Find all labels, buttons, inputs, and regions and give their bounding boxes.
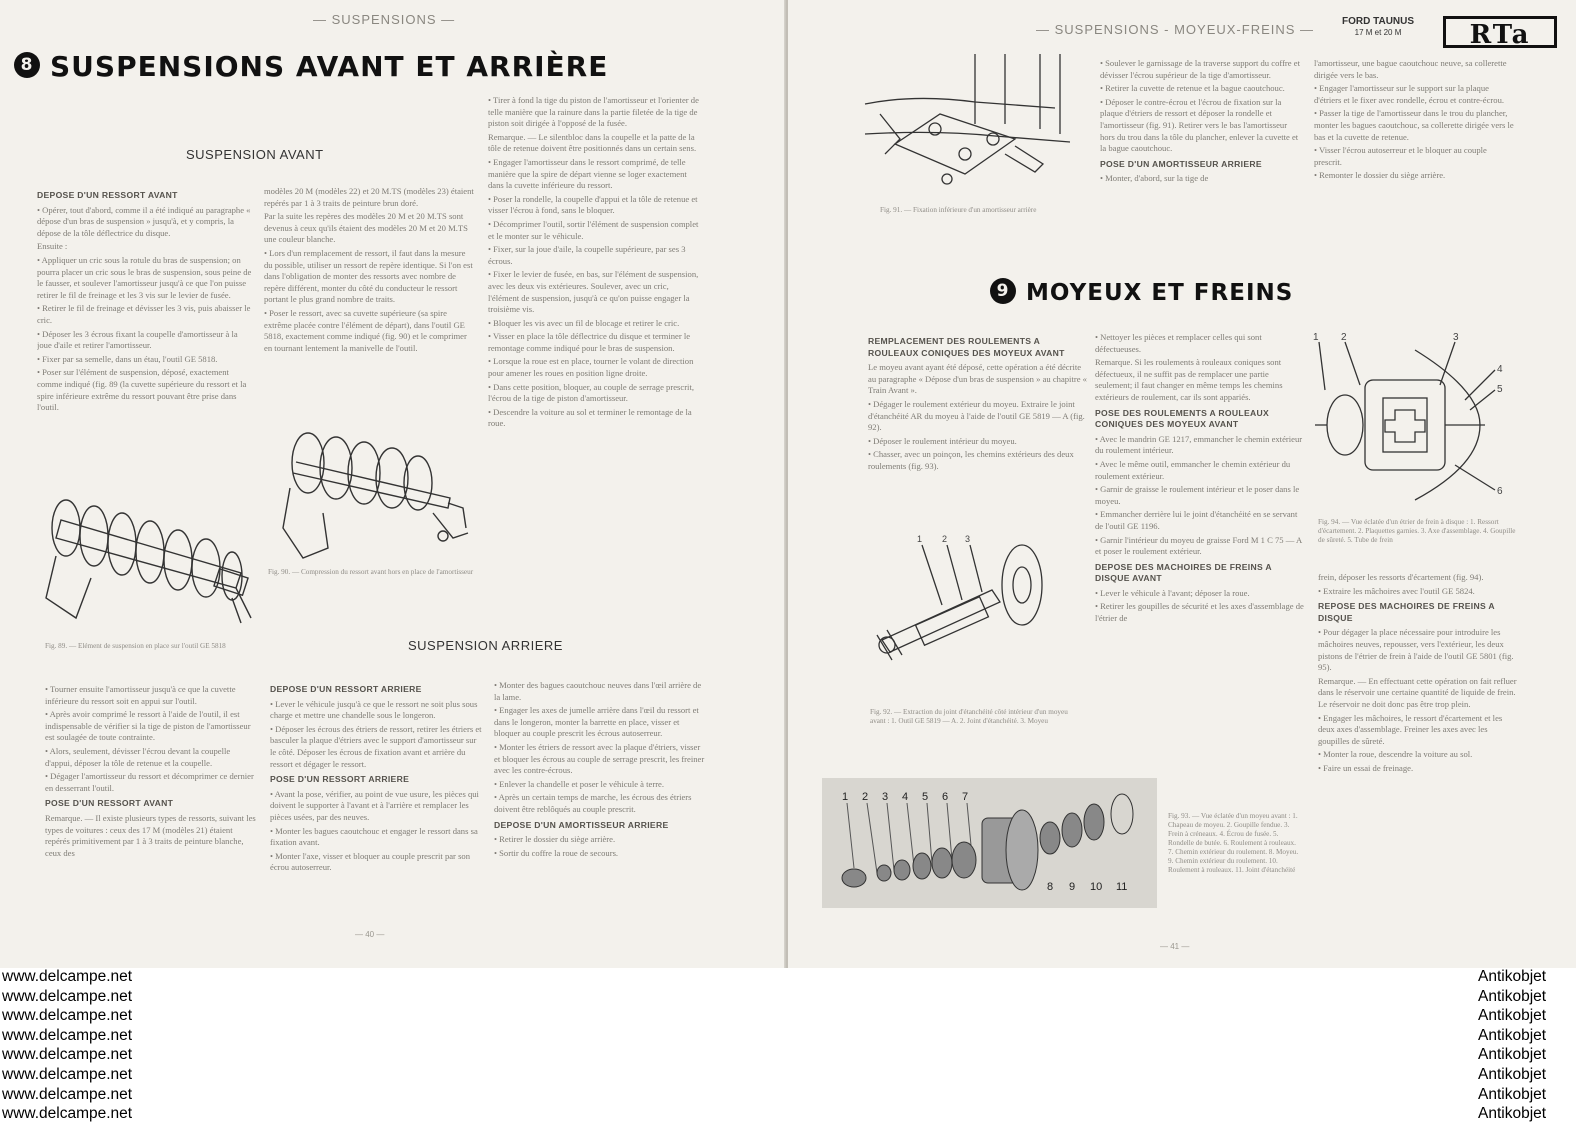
page-folio: — 41 — xyxy=(1160,942,1190,951)
fig94-label: 4 xyxy=(1497,364,1503,375)
paragraph: • Retirer la cuvette de retenue et la bague caoutchouc. xyxy=(1100,83,1285,94)
brand-block xyxy=(1342,16,1414,38)
watermark-text: Antikobjet xyxy=(1478,1026,1547,1044)
paragraph: • Dans cette position, bloquer, au couple de serrage prescrit, l'écrou de la tige de piston d'amortisseur. xyxy=(488,381,694,404)
fig94-label: 6 xyxy=(1497,486,1503,497)
watermark-text: www.delcampe.net xyxy=(2,1066,133,1083)
paragraph-heading: POSE D'UN RESSORT AVANT xyxy=(45,798,174,809)
paragraph: • Nettoyer les pièces et remplacer celles qui sont défectueuses. xyxy=(1095,332,1262,354)
paragraph: • Décomprimer l'outil, sortir l'élément de suspension complet et le monter sur le véhicule. xyxy=(488,218,699,241)
watermark-text: www.delcampe.net xyxy=(2,1007,133,1025)
paragraph: Remarque. — Le silentbloc dans la coupelle et la patte de la tôle de retenue doivent être positionnés dans un certain sens. xyxy=(488,131,697,154)
paragraph: • Engager l'amortisseur dans le ressort comprimé, de telle manière que la spire de départ vienne se loger exactement dans la cuvette inférieure du ressort. xyxy=(488,156,687,191)
running-head: — SUSPENSIONS — xyxy=(313,12,456,27)
watermark-text: www.delcampe.net xyxy=(2,968,133,985)
paragraph: • Chasser, avec un poinçon, les chemins extérieurs des deux roulements (fig. 93). xyxy=(868,449,1074,471)
section-title-text: MOYEUX ET FREINS xyxy=(1026,280,1294,306)
paragraph: • Monter les bagues caoutchouc et engager le ressort dans sa fixation avant. xyxy=(270,825,478,848)
paragraph: Par la suite les repères des modèles 20 M et 20 M.TS sont devenus à ceux qu'ils étaient des modèles 20 M et 20 M.TS une couleur blanche. xyxy=(264,211,468,245)
paragraph: Remarque. — En effectuant cette opération on fait refluer dans le réservoir une certaine quantité de liquide de frein. Le réservoir ne doit donc pas être trop plein. xyxy=(1318,675,1517,709)
fig92-label: 3 xyxy=(965,534,971,544)
paragraph: • Pour dégager la place nécessaire pour introduire les mâchoires neuves, repousser, vers l'extérieur, les deux pistons de l'étrier de frein à l'aide de l'outil GE 5801 (fig. 95). xyxy=(1318,627,1514,673)
figure-94-brake-caliper xyxy=(1305,330,1525,510)
paragraph: Le moyeu avant ayant été déposé, cette opération a été décrite au paragraphe « Dépose d'un bras de suspension » au chapitre « Train Avant ». xyxy=(868,362,1087,396)
figure-caption: Fig. 93. — Vue éclatée d'un moyeu avant : 1. Chapeau de moyeu. 2. Goupille fendue. 3. Frein à créneaux. 4. Écrou de fusée. 5. Rondelle de butée. 6. Roulement à rouleaux. 7. Chemin extérieur du roulement. 8. Moyeu. 9. Chemin extérieur du roulement. 10. Roulement à rouleaux. 11. Joint d'étanchéité xyxy=(1168,812,1299,874)
paragraph: • Enlever la chandelle et poser le véhicule à terre. xyxy=(494,778,665,789)
paragraph: • Lors d'un remplacement de ressort, il faut dans la mesure du possible, utiliser un ressort de repère identique. Si l'on est dans l'obligation de monter des ressorts avec nombre de repère différent, monter du côté du conducteur le ressort portant le plus grand nombre de traits. xyxy=(264,247,473,305)
figure-90-spring-compressor xyxy=(268,418,478,568)
paragraph: • Lever le véhicule jusqu'à ce que le ressort ne soit plus sous charge et mettre une chandelle sous le longeron. xyxy=(270,698,478,721)
fig93-label: 10 xyxy=(1090,881,1103,893)
paragraph: • Descendre la voiture au sol et terminer le remontage de la roue. xyxy=(488,406,692,429)
paragraph-heading: DEPOSE D'UN AMORTISSEUR ARRIERE xyxy=(494,819,669,830)
fig94-label: 2 xyxy=(1341,332,1347,343)
paragraph: • Déposer les 3 écrous fixant la coupelle d'amortisseur à la joue d'aile et retirer l'amortisseur. xyxy=(37,328,238,351)
paragraph: • Avec le même outil, emmancher le chemin extérieur du roulement extérieur. xyxy=(1095,458,1291,481)
paragraph-heading: POSE DES ROULEMENTS A ROULEAUX CONIQUES DES MOYEUX AVANT xyxy=(1095,407,1270,430)
text-column xyxy=(494,680,706,920)
brand-subline: 17 M et 20 M xyxy=(1354,28,1402,37)
paragraph: • Fixer, sur la joue d'aile, la coupelle supérieure, par ses 3 écrous. xyxy=(488,244,686,266)
text-column xyxy=(488,95,700,585)
paragraph: • Avant la pose, vérifier, au point de vue usure, les pièces qui doivent le supporter à l'avant et à l'arrière et remplacer les pièces usées, par des neuves. xyxy=(270,788,479,822)
text-column xyxy=(264,186,476,408)
section-title xyxy=(990,280,1293,307)
watermark-text: Antikobjet xyxy=(1478,987,1547,1005)
paragraph: modèles 20 M (modèles 22) et 20 M.TS (modèles 23) étaient repérés par 1 à 3 traits de peinture brun doré. xyxy=(264,186,474,208)
paragraph: frein, déposer les ressorts d'écartement (fig. 94). xyxy=(1318,572,1484,582)
paragraph: • Engager l'amortisseur sur le support sur la plaque d'étriers et le fixer avec rondelle, écrou et contre-écrou. xyxy=(1314,83,1505,105)
paragraph: • Appliquer un cric sous la rotule du bras de suspension; on pourra placer un cric sous le bras de suspension, sous peine de le fausser, et soulever l'amortisseur jusqu'à ce que l'on puisse retirer le fil de freinage et les 3 vis sur le levier de fusée. xyxy=(37,254,252,300)
figure-caption: Fig. 90. — Compression du ressort avant hors en place de l'amortisseur xyxy=(268,568,474,576)
section-title-text: SUSPENSIONS AVANT ET ARRIÈRE xyxy=(50,50,609,83)
figure-93-hub-exploded-photo xyxy=(822,778,1157,908)
paragraph: • Engager les axes de jumelle arrière dans l'œil du ressort et dans le longeron, monter la barrette en place, visser et bloquer au couple prescrit les écrous autoserreur. xyxy=(494,705,699,739)
paragraph: • Monter des bagues caoutchouc neuves dans l'œil arrière de la lame. xyxy=(494,680,702,702)
fig92-label: 2 xyxy=(942,534,948,544)
paragraph: • Poser le ressort, avec sa cuvette supérieure (sa spire extrême placée contre l'élément de départ), dans l'outil GE 5818, exactement comme indiqué (fig. 90) et le comprimer en tournant lentement la manivelle de l'outil. xyxy=(264,307,467,353)
paragraph: • Après avoir comprimé le ressort à l'aide de l'outil, il est indispensable de vérifier si la tige de piston de l'amortisseur est soulagée de toute contrainte. xyxy=(45,709,251,743)
paragraph: • Extraire les mâchoires avec l'outil GE 5824. xyxy=(1318,585,1475,596)
paragraph: • Passer la tige de l'amortisseur dans le trou du plancher, monter les bagues caoutchouc, sa collerette dirigée vers le bas et la cuvette de retenue. xyxy=(1314,108,1514,142)
paragraph: • Emmancher derrière lui le joint d'étanchéité en se servant de l'outil GE 1196. xyxy=(1095,509,1298,531)
paragraph: • Poser sur l'élément de suspension, déposé, exactement comme indiqué (fig. 89 (la cuvette supérieure du ressort et la spire inférieure extrême du ressort pouvant être prise dans l'outil. xyxy=(37,367,247,413)
section-number: 9 xyxy=(990,278,1016,304)
paragraph: Ensuite : xyxy=(37,241,68,252)
paragraph: • Garnir de graisse le roulement intérieur et le poser dans le moyeu. xyxy=(1095,484,1300,506)
left-page xyxy=(0,0,786,968)
running-head: — SUSPENSIONS - MOYEUX-FREINS — xyxy=(1036,22,1315,37)
paragraph: • Lorsque la roue est en place, tourner le volant de direction pour amener les roues en position ligne droite. xyxy=(488,356,694,379)
paragraph: • Visser en place la tôle déflectrice du disque et terminer le remontage comme indiqué pour le bras de suspension. xyxy=(488,331,691,353)
watermark-text: Antikobjet xyxy=(1478,1007,1547,1025)
page-folio: — 40 — xyxy=(355,930,385,939)
watermark-text: Antikobjet xyxy=(1478,1105,1547,1123)
section-title xyxy=(14,50,608,83)
paragraph-heading: REPOSE DES MACHOIRES DE FREINS A DISQUE xyxy=(1318,601,1495,623)
paragraph: Remarque. — Il existe plusieurs types de ressorts, suivant les types de voitures : ceux des 17 M (modèles 21) étaient repérés primitivement par 1 à 3 traits de peinture blanche, ceux des xyxy=(45,812,256,858)
paragraph: • Engager les mâchoires, le ressort d'écartement et les deux axes d'assemblage. Freiner les axes avec les goupilles de sûreté. xyxy=(1318,712,1503,746)
paragraph-heading: DEPOSE DES MACHOIRES DE FREINS A DISQUE AVANT xyxy=(1095,561,1272,584)
paragraph-heading: POSE D'UN AMORTISSEUR ARRIERE xyxy=(1100,158,1262,169)
paragraph: • Faire un essai de freinage. xyxy=(1318,762,1414,773)
paragraph: • Déposer les écrous des étriers de ressort, retirer les étriers et basculer la plaque d'étriers avec le support d'amortisseur sur le côté. Déposer les écrous de fixation avant et arrière du ressort et dégager le ressort. xyxy=(270,723,482,769)
paragraph: • Fixer le levier de fusée, en bas, sur l'élément de suspension, avec les deux vis extérieures. Soulever, avec un cric, l'élément de suspension, jusqu'à ce qu'on puisse engager la troisième vis. xyxy=(488,269,699,315)
paragraph: • Monter la roue, descendre la voiture au sol. xyxy=(1318,749,1473,760)
fig93-label: 3 xyxy=(882,791,889,803)
paragraph: • Dégager l'amortisseur du ressort et décomprimer ce dernier en desserrant l'outil. xyxy=(45,771,254,793)
watermark-text: Antikobjet xyxy=(1478,968,1547,985)
paragraph: • Fixer par sa semelle, dans un étau, l'outil GE 5818. xyxy=(37,353,218,364)
rta-logo: RTa xyxy=(1443,16,1557,48)
watermark-text: www.delcampe.net xyxy=(2,1026,133,1044)
figure-92-seal-extraction xyxy=(862,530,1052,680)
paragraph: • Retirer le fil de freinage et dévisser les 3 vis, puis abaisser le cric. xyxy=(37,303,251,325)
paragraph: • Retirer le dossier du siège arrière. xyxy=(494,834,616,845)
text-column xyxy=(270,680,482,920)
figure-caption: Fig. 94. — Vue éclatée d'un étrier de frein à disque : 1. Ressort d'écartement. 2. Plaquettes garnies. 3. Axe d'assemblage. 4. Goupille de sûreté. 5. Tube de frein xyxy=(1318,518,1516,544)
fig94-label: 5 xyxy=(1497,384,1503,395)
paragraph: • Monter les étriers de ressort avec la plaque d'étriers, visser et bloquer les écrous au couple de serrage prescrit, les freiner avec les contre-écrous. xyxy=(494,741,705,776)
fig93-label: 6 xyxy=(942,791,949,803)
watermark-text: Antikobjet xyxy=(1478,1066,1547,1083)
text-column xyxy=(1095,332,1305,754)
fig93-label: 8 xyxy=(1047,881,1054,893)
paragraph: • Tirer à fond la tige du piston de l'amortisseur et l'orienter de telle manière que la rainure dans la partie filetée de la tige de piston soit dirigée à l'opposé de la fusée. xyxy=(488,95,699,129)
paragraph-heading: DEPOSE D'UN RESSORT AVANT xyxy=(37,190,178,200)
paragraph: • Visser l'écrou autoserreur et le bloquer au couple prescrit. xyxy=(1314,145,1487,167)
paragraph: • Monter, d'abord, sur la tige de xyxy=(1100,173,1209,184)
paragraph: • Monter l'axe, visser et bloquer au couple prescrit par son écrou autoserreur. xyxy=(270,850,471,873)
paragraph: • Poser la rondelle, la coupelle d'appui et la tôle de retenue et visser l'écrou à fond, sans le bloquer. xyxy=(488,193,698,216)
paragraph: • Tourner ensuite l'amortisseur jusqu'à ce que la cuvette inférieure du ressort soit en appui sur l'outil. xyxy=(45,684,236,706)
paragraph: • Remonter le dossier du siège arrière. xyxy=(1314,170,1446,181)
figure-caption: Fig. 91. — Fixation inférieure d'un amortisseur arrière xyxy=(880,206,1037,214)
subsection-title-rear: SUSPENSION ARRIERE xyxy=(408,638,563,653)
paragraph-heading: REMPLACEMENT DES ROULEMENTS A ROULEAUX CONIQUES DES MOYEUX AVANT xyxy=(868,336,1065,358)
text-column xyxy=(1100,58,1300,228)
figure-caption: Fig. 89. — Elément de suspension en place sur l'outil GE 5818 xyxy=(45,642,226,650)
paragraph: • Lever le véhicule à l'avant; déposer la roue. xyxy=(1095,587,1250,598)
figure-caption: Fig. 92. — Extraction du joint d'étanchéité côté intérieur d'un moyeu avant : 1. Outil GE 5819 — A. 2. Joint d'étanchéité. 3. Moyeu xyxy=(870,708,1068,725)
watermark-text: www.delcampe.net xyxy=(2,1046,133,1064)
watermark-text: www.delcampe.net xyxy=(2,1085,133,1103)
watermark-text: www.delcampe.net xyxy=(2,987,133,1005)
paragraph: • Bloquer les vis avec un fil de blocage et retirer le cric. xyxy=(488,317,680,328)
paragraph-heading: DEPOSE D'UN RESSORT ARRIERE xyxy=(270,684,422,694)
paragraph: • Soulever le garnissage de la traverse support du coffre et dévisser l'écrou supérieur de la tige d'amortisseur. xyxy=(1100,58,1300,80)
paragraph: • Avec le mandrin GE 1217, emmancher le chemin extérieur du roulement intérieur. xyxy=(1095,433,1303,456)
paragraph-heading: POSE D'UN RESSORT ARRIERE xyxy=(270,774,410,785)
subsection-title-front: SUSPENSION AVANT xyxy=(186,147,324,162)
fig92-label: 1 xyxy=(917,534,923,544)
fig93-label: 5 xyxy=(922,791,929,803)
fig93-label: 4 xyxy=(902,791,909,803)
paragraph: • Alors, seulement, dévisser l'écrou devant la coupelle d'appui, déposer la tôle de retenue et la coupelle. xyxy=(45,745,231,768)
paragraph: • Garnir l'intérieur du moyeu de graisse Ford M 1 C 75 — A et poser le roulement extérieur. xyxy=(1095,534,1302,557)
paragraph: • Déposer le contre-écrou et l'écrou de fixation sur la plaque d'étriers de ressort et déposer la rondelle et l'amortisseur (fig. 91). Retirer vers le bas l'amortisseur hors du trou dans la tôle du plancher, enlever la cuvette et la bague caoutchouc. xyxy=(1100,96,1299,154)
paragraph: • Retirer les goupilles de sécurité et les axes d'assemblage de l'étrier de xyxy=(1095,601,1304,624)
text-column xyxy=(1318,572,1518,922)
text-column xyxy=(37,186,252,481)
watermark-text: Antikobjet xyxy=(1478,1046,1547,1064)
watermark-text: www.delcampe.net xyxy=(2,1105,133,1123)
paragraph: • Après un certain temps de marche, les écrous des étriers doivent être reblôqués au couple prescrit. xyxy=(494,792,692,814)
text-column xyxy=(45,684,257,924)
fig93-label: 1 xyxy=(842,791,849,803)
text-column xyxy=(1314,58,1514,223)
fig94-label: 1 xyxy=(1313,332,1319,343)
paragraph: • Déposer le roulement intérieur du moyeu. xyxy=(868,435,1017,446)
paragraph: l'amortisseur, une bague caoutchouc neuve, sa collerette dirigée vers le bas. xyxy=(1314,58,1507,80)
figure-89-suspension-strut xyxy=(36,478,261,628)
text-column xyxy=(868,332,1090,507)
brand-line: FORD TAUNUS xyxy=(1342,16,1415,27)
fig93-label: 2 xyxy=(862,791,869,803)
section-number: 8 xyxy=(14,52,40,78)
paragraph: • Opérer, tout d'abord, comme il a été indiqué au paragraphe « dépose d'un bras de suspension » jusqu'à, et y compris, la dépose de la tôle déflectrice du disque. xyxy=(37,204,251,238)
watermark-text: Antikobjet xyxy=(1478,1085,1547,1103)
fig93-label: 9 xyxy=(1069,881,1076,893)
fig94-label: 3 xyxy=(1453,332,1459,343)
figure-91-rear-shock-mount xyxy=(855,44,1085,204)
fig93-label: 11 xyxy=(1116,881,1128,893)
paragraph: • Sortir du coffre la roue de secours. xyxy=(494,847,619,858)
paragraph: Remarque. Si les roulements à rouleaux coniques sont défectueux, il ne suffit pas de remplacer une partie seulement; il faut changer en même temps les chemins extérieurs de roulement, car ils sont appariés. xyxy=(1095,357,1283,402)
fig93-label: 7 xyxy=(962,791,969,803)
paragraph: • Dégager le roulement extérieur du moyeu. Extraire le joint d'étanchéité AR du moyeu à l'aide de l'outil GE 5819 — A (fig. 92). xyxy=(868,398,1085,433)
